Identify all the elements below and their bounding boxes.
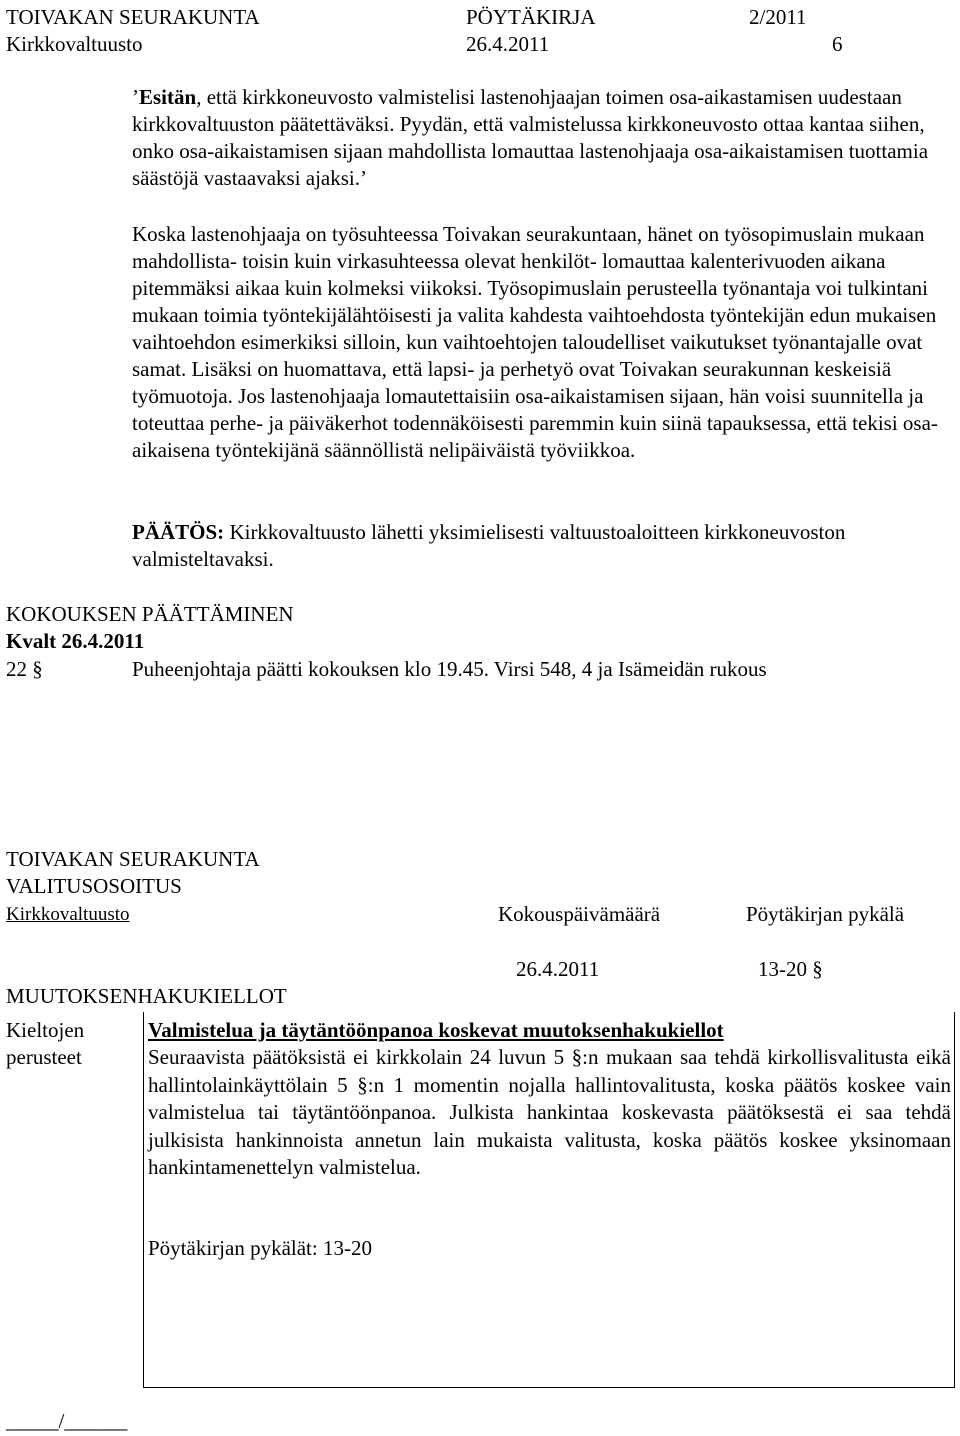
reasoning-paragraph: Koska lastenohjaaja on työsuhteessa Toivakan seurakuntaan, hänet on työsopimuslain mukaan mahdollista- toisin kuin virkasuhteessa olevat henkilöt- lomauttaa kalenterivuoden aikana pitemmäksi aikaa kuin kolmeksi viikoksi. Työsopimuslain perusteella työnantaja voi tulkintani mukaan toimia työntekijälähtöisesti ja valita kahdesta vaihtoehdosta työntekijän edun mukaisen vaihtoehdon esimerkiksi silloin, kun vaihtoehtojen taloudelliset vaikutukset työnantajalle ovat samat. Lisäksi on huomattava, että lapsi- ja perhetyö ovat Toivakan seurakunnan keskeisiä työmuotoja. Jos lastenohjaaja lomautettaisiin osa-aikaistamisen sijaan, hän voisi suunnitella ja toteuttaa perhe- ja päiväkerhot todennäköisesti paremmin kuin siinä tapauksessa, että tekisi osa-aikaisena työntekijänä säännöllistä nelipäiväistä työviikkoa. bbox=[132, 222, 938, 462]
appeal-title: VALITUSOSOITUS bbox=[6, 874, 182, 898]
prohibitions-body: Seuraavista päätöksistä ei kirkkolain 24 luvun 5 §:n mukaan saa tehdä kirkollisvalitusta eikä hallintolainkäyttölain 5 §:n 1 momentin nojalla hallintovalitusta, koska päätös koskee vain valmistelua tai täytäntöönpanoa. Julkista hankintaa koskevasta päätöksestä ei saa tehdä julkisista hankinnoista annetun lain mukaista valitusta, koska päätös koskee yksinomaan hankintamenettelyn valmistelua. bbox=[148, 1045, 951, 1179]
prohibitions-subheading: Valmistelua ja täytäntöönpanoa koskevat muutoksenhakukiellot bbox=[148, 1018, 724, 1042]
decision-text: Kirkkovaltuusto lähetti yksimielisesti valtuustoaloitteen kirkkoneuvoston valmisteltavaksi. bbox=[132, 520, 846, 571]
decision-paragraph bbox=[132, 519, 947, 573]
meeting-body: Kirkkovaltuusto bbox=[6, 32, 143, 56]
closing-text: Puheenjohtaja päätti kokouksen klo 19.45. Virsi 548, 4 ja Isämeidän rukous bbox=[132, 657, 767, 681]
org-name: TOIVAKAN SEURAKUNTA bbox=[6, 5, 260, 29]
doc-number: 2/2011 bbox=[749, 5, 807, 29]
frame-right-line bbox=[954, 1012, 955, 1388]
appeal-org: TOIVAKAN SEURAKUNTA bbox=[6, 847, 260, 871]
appeal-date-value: 26.4.2011 bbox=[516, 957, 600, 981]
frame-bottom-line bbox=[143, 1387, 955, 1388]
prohibitions-heading: MUUTOKSENHAKUKIELLOT bbox=[6, 984, 287, 1008]
closing-heading: KOKOUKSEN PÄÄTTÄMINEN bbox=[6, 602, 294, 626]
page-number: 6 bbox=[832, 32, 843, 56]
quote-open: ’ bbox=[132, 85, 139, 109]
proposal-paragraph bbox=[132, 84, 947, 192]
appeal-body-label: Kirkkovaltuusto bbox=[6, 904, 130, 925]
side-label-1: Kieltojen bbox=[6, 1018, 85, 1042]
appeal-date-label: Kokouspäivämäärä bbox=[498, 902, 661, 926]
closing-subheading: Kvalt 26.4.2011 bbox=[6, 629, 145, 653]
side-label-2: perusteet bbox=[6, 1045, 82, 1069]
proposal-text: , että kirkkoneuvosto valmistelisi lastenohjaajan toimen osa-aikastamisen uudestaan kirkkovaltuuston päätettäväksi. Pyydän, että valmistelussa kirkkoneuvosto ottaa kantaa siihen, onko osa-aikaistamisen sijaan mahdollista lomauttaa lastenohjaaja osa-aikaistamisen tuottamia säästöjä vastaavaksi ajaksi.’ bbox=[132, 85, 929, 190]
decision-label: PÄÄTÖS: bbox=[132, 520, 225, 544]
signature-mark: _____/______ bbox=[6, 1409, 128, 1433]
meeting-date: 26.4.2011 bbox=[466, 32, 550, 56]
appeal-section-label: Pöytäkirjan pykälä bbox=[746, 902, 905, 926]
proposal-keyword: Esitän bbox=[139, 85, 197, 109]
appeal-section-value: 13-20 § bbox=[758, 957, 823, 981]
frame-left-line bbox=[143, 1012, 144, 1388]
closing-section-number: 22 § bbox=[6, 657, 43, 681]
doc-type: PÖYTÄKIRJA bbox=[466, 5, 596, 29]
pykalat-line: Pöytäkirjan pykälät: 13-20 bbox=[148, 1236, 372, 1260]
